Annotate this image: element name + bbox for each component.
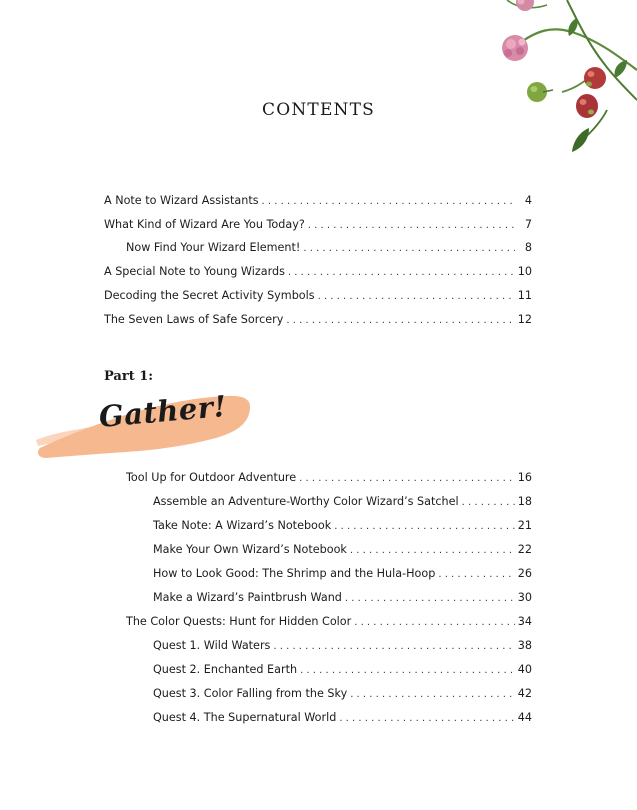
toc-entry[interactable] [104, 193, 532, 209]
toc-entry-page: 26 [517, 567, 532, 580]
toc-leader [345, 591, 515, 607]
toc-leader [339, 711, 514, 727]
toc-entry-page: 11 [517, 289, 532, 302]
toc-entry-title: Quest 2. Enchanted Earth [153, 663, 298, 676]
toc-entry-page: 34 [517, 615, 532, 628]
toc-entry-title: How to Look Good: The Shrimp and the Hula-Hoop [153, 567, 436, 580]
toc-entry-title: The Color Quests: Hunt for Hidden Color [126, 615, 352, 628]
toc-entry-title: Make a Wizard’s Paintbrush Wand [153, 591, 342, 604]
toc-entry-page: 21 [517, 519, 532, 532]
part-label: Part 1: [104, 369, 154, 384]
toc-entry-page: 40 [517, 663, 532, 676]
flowers-illustration [477, 0, 637, 160]
toc-leader [438, 567, 514, 583]
toc-entry[interactable] [153, 590, 532, 606]
toc-entry-page: 30 [517, 591, 532, 604]
toc-entry[interactable] [153, 686, 532, 702]
toc-entry[interactable] [126, 614, 532, 630]
toc-leader [300, 663, 515, 679]
toc-entry[interactable] [126, 240, 532, 256]
toc-entry[interactable] [104, 217, 532, 233]
toc-leader [334, 519, 515, 535]
toc-leader [318, 289, 515, 305]
toc-entry-title: Quest 3. Color Falling from the Sky [153, 687, 348, 700]
toc-entry[interactable] [153, 710, 532, 726]
toc-entry[interactable] [153, 518, 532, 534]
toc-entry-title: Assemble an Adventure-Worthy Color Wizard’s Satchel [153, 495, 459, 508]
page-title: CONTENTS [261, 100, 376, 120]
toc-entry-page: 4 [524, 194, 532, 207]
toc-entry-page: 22 [517, 543, 532, 556]
part-title: Gather! [97, 388, 228, 434]
toc-leader [273, 639, 514, 655]
toc-entry[interactable] [153, 566, 532, 582]
toc-entry-title: Decoding the Secret Activity Symbols [104, 289, 315, 302]
toc-entry[interactable] [153, 494, 532, 510]
toc-entry[interactable] [153, 638, 532, 654]
toc-entry-title: The Seven Laws of Safe Sorcery [104, 313, 284, 326]
toc-leader [303, 241, 515, 257]
toc-entry[interactable] [104, 288, 532, 304]
toc-entry-page: 8 [524, 241, 532, 254]
toc-entry-page: 7 [524, 218, 532, 231]
toc-leader [308, 218, 515, 234]
toc-leader [350, 687, 515, 703]
toc-entry[interactable] [153, 662, 532, 678]
toc-entry-title: A Special Note to Young Wizards [104, 265, 285, 278]
toc-leader [350, 543, 515, 559]
toc-entry[interactable] [104, 264, 532, 280]
toc-entry-page: 18 [517, 495, 532, 508]
toc-leader [462, 495, 515, 511]
toc-entry-page: 44 [517, 711, 532, 724]
toc-entry-title: Quest 4. The Supernatural World [153, 711, 337, 724]
toc-entry-title: Quest 1. Wild Waters [153, 639, 271, 652]
toc-leader [262, 194, 515, 210]
toc-entry-title: Make Your Own Wizard’s Notebook [153, 543, 347, 556]
toc-entry-page: 10 [517, 265, 532, 278]
toc-leader [288, 265, 515, 281]
toc-entry-title: A Note to Wizard Assistants [104, 194, 259, 207]
toc-entry-page: 12 [517, 313, 532, 326]
clover-flower-icon [502, 35, 528, 61]
toc-leader [286, 313, 514, 329]
toc-entry-page: 38 [517, 639, 532, 652]
toc-entry-title: Now Find Your Wizard Element! [126, 241, 301, 254]
toc-entry-title: Tool Up for Outdoor Adventure [126, 471, 297, 484]
toc-entry-title: Take Note: A Wizard’s Notebook [153, 519, 332, 532]
toc-entry[interactable] [153, 542, 532, 558]
toc-entry[interactable] [104, 312, 532, 328]
toc-leader [354, 615, 515, 631]
toc-entry-page: 16 [517, 471, 532, 484]
toc-entry-page: 42 [517, 687, 532, 700]
toc-entry[interactable] [126, 470, 532, 486]
berry-icon [527, 82, 553, 102]
toc-entry-title: What Kind of Wizard Are You Today? [104, 218, 305, 231]
toc-leader [299, 471, 515, 487]
